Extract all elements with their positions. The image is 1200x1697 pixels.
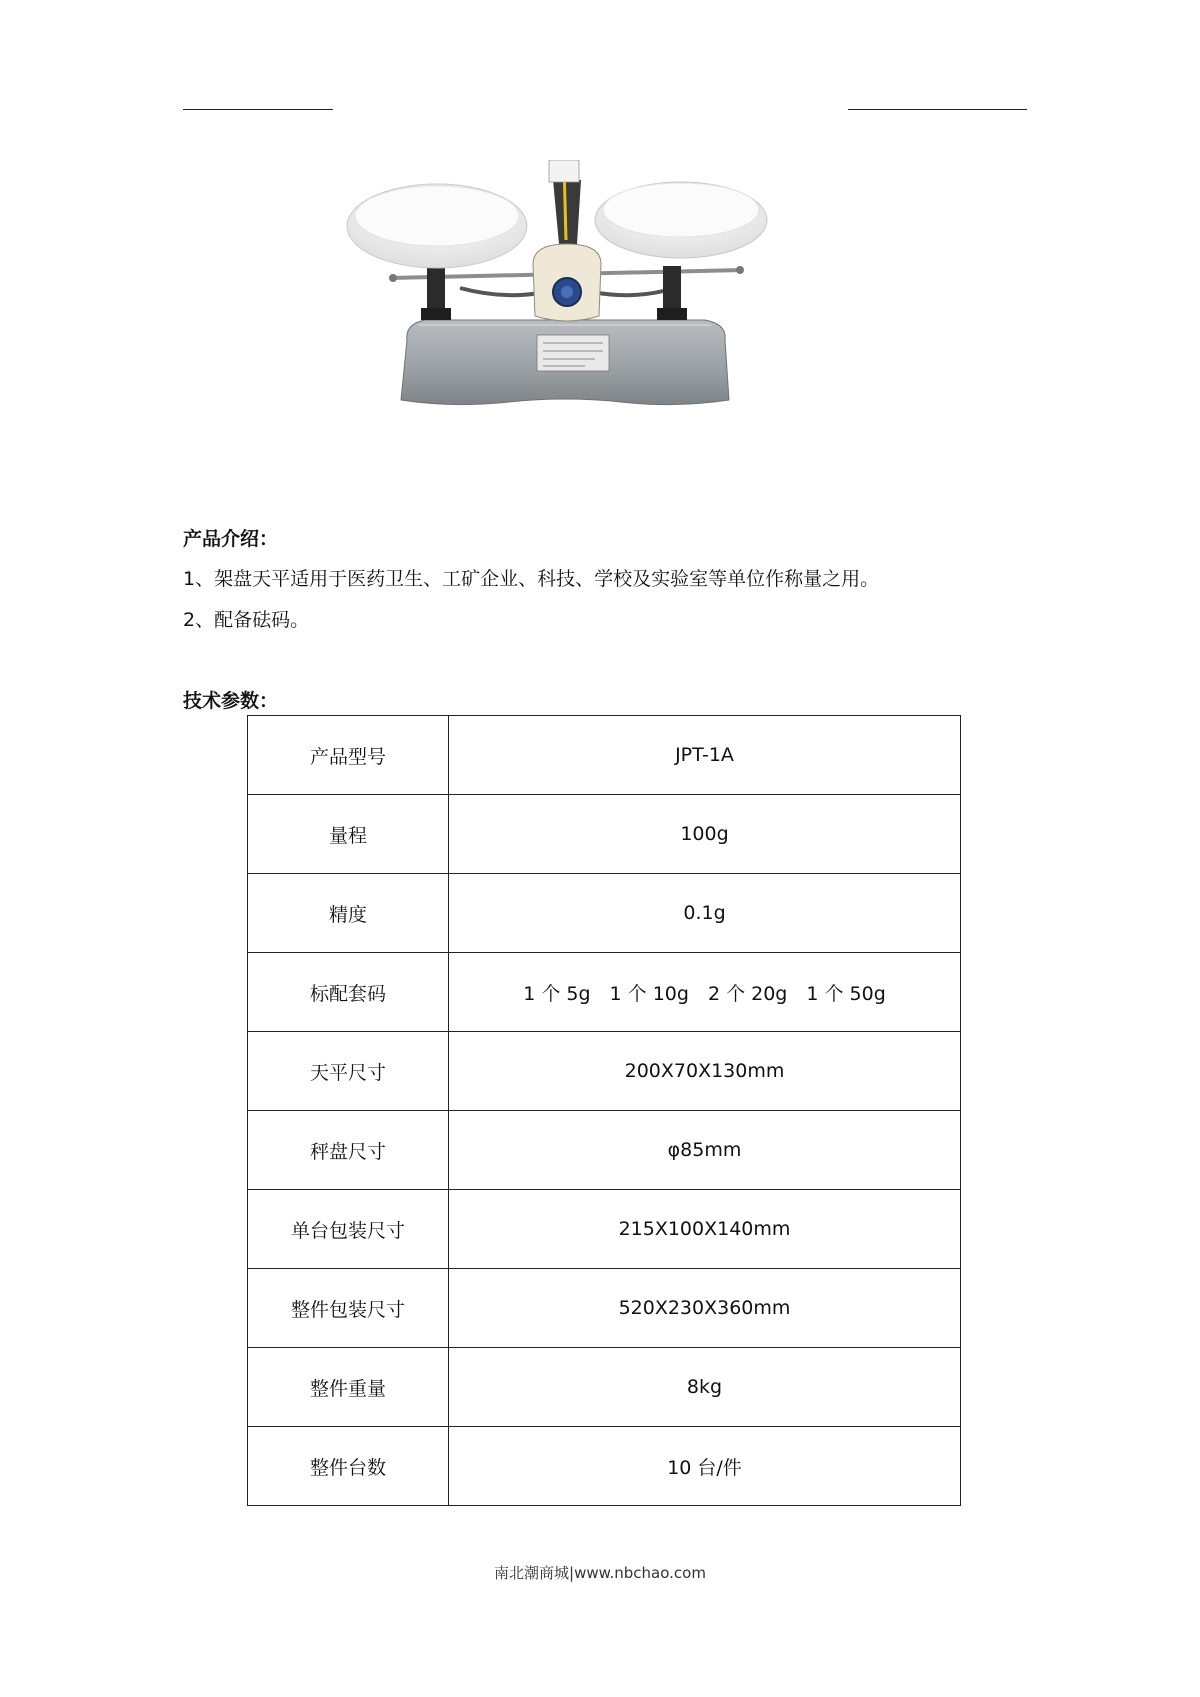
table-row [248,953,961,1032]
spec-value: 1 个 5g 1 个 10g 2 个 20g 1 个 50g [449,953,961,1032]
table-row [248,795,961,874]
header-rule-left [183,109,333,110]
spec-label: 标配套码 [248,953,449,1032]
spec-label: 整件台数 [248,1427,449,1506]
spec-value: 215X100X140mm [449,1190,961,1269]
table-row [248,1190,961,1269]
spec-label: 整件重量 [248,1348,449,1427]
intro-heading: 产品介绍： [183,528,279,550]
spec-value: 10 台/件 [449,1427,961,1506]
spec-value: 8kg [449,1348,961,1427]
intro-item-2: 2、配备砝码。 [183,609,310,631]
spec-value: 520X230X360mm [449,1269,961,1348]
balance-scale-image [345,160,785,430]
table-row [248,1032,961,1111]
spec-value: JPT-1A [449,716,961,795]
spec-label: 量程 [248,795,449,874]
spec-label: 产品型号 [248,716,449,795]
spec-label: 整件包装尺寸 [248,1269,449,1348]
spec-value: 100g [449,795,961,874]
footer-site-link[interactable]: 南北潮商城|www.nbchao.com [494,1564,706,1582]
spec-value: 0.1g [449,874,961,953]
header-rule-right [848,109,1027,110]
table-row [248,1348,961,1427]
spec-label: 精度 [248,874,449,953]
table-row [248,874,961,953]
spec-label: 单台包装尺寸 [248,1190,449,1269]
spec-label: 秤盘尺寸 [248,1111,449,1190]
table-row [248,1111,961,1190]
table-row [248,1427,961,1506]
spec-value: 200X70X130mm [449,1032,961,1111]
table-row [248,716,961,795]
spec-value: φ85mm [449,1111,961,1190]
specs-heading: 技术参数： [183,690,279,712]
table-row [248,1269,961,1348]
spec-label: 天平尺寸 [248,1032,449,1111]
spec-table [247,715,961,1506]
intro-item-1: 1、架盘天平适用于医药卫生、工矿企业、科技、学校及实验室等单位作称量之用。 [183,568,880,590]
